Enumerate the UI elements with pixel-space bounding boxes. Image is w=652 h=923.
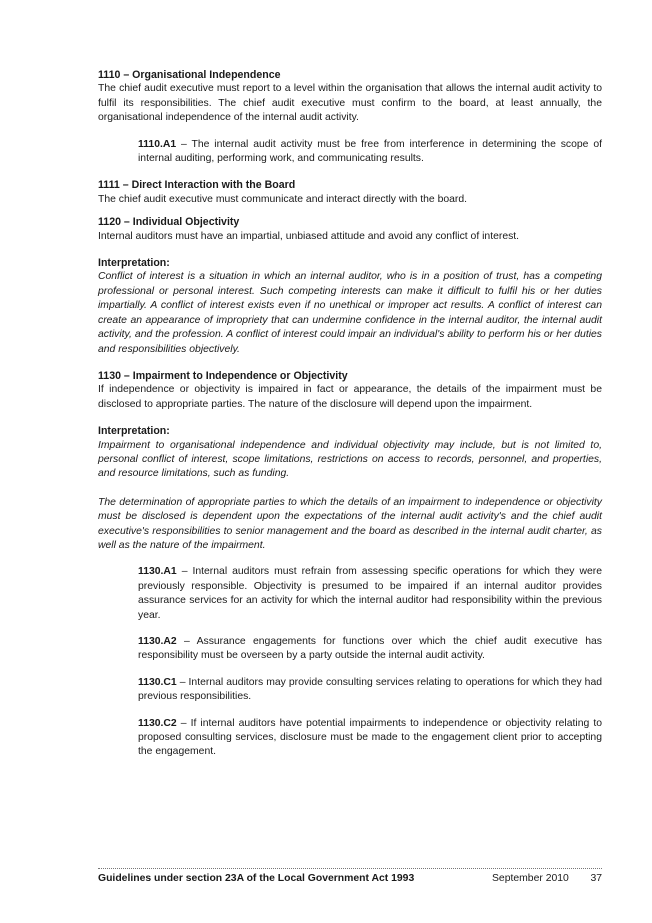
- interpretation-body-1: Impairment to organisational independence and individual objectivity may include, but is not limited to, personal conflict of interest, scope limitations, restrictions on access to records, personnel, and properties, and resource limitations, such as funding.: [98, 439, 602, 480]
- section-1120: [98, 215, 602, 244]
- standard-1130-c2-label: 1130.C2: [138, 717, 177, 729]
- standard-1110-a1-text: – The internal audit activity must be free from interference in determining the scope of internal auditing, performing work, and communicating results.: [138, 138, 602, 165]
- standard-1130-c1-label: 1130.C1: [138, 676, 177, 688]
- standard-1130-a2-label: 1130.A2: [138, 636, 177, 647]
- section-1111: [98, 178, 602, 207]
- section-1130: [98, 369, 602, 412]
- standard-1130-a1-label: 1130.A1: [138, 566, 177, 578]
- page-footer: [98, 868, 602, 884]
- section-1120-body: Internal auditors must have an impartial, unbiased attitude and avoid any conflict of interest.: [98, 230, 520, 242]
- standard-1110-a1-label: 1110.A1: [138, 138, 177, 150]
- standard-1130-c2-text: – If internal auditors have potential impairments to independence or objectivity relating to proposed consulting services, disclosure must be made to the engagement client prior to accepting the engagement.: [138, 717, 602, 758]
- section-1111-heading: 1111 – Direct Interaction with the Board: [98, 179, 296, 192]
- standard-1130-a1-text: – Internal auditors must refrain from assessing specific operations for which they were previously responsible. Objectivity is presumed to be impaired if an internal auditor provides assurance services for an activity for which the internal auditor had responsibility within the previous year.: [138, 566, 602, 621]
- interpretation-body: Conflict of interest is a situation in which an internal auditor, who is in a position of trust, has a competing professional or personal interest. Such competing interests can make it difficult to fulfil his or her duties impartially. A conflict of interest exists even if no unethical or improper act results. A conflict of interest can create an appearance of impropriety that can undermine confidence in the internal auditor, the internal audit activity, and the profession. A conflict of interest could impair an individual's ability to perform his or her duties and responsibilities objectively.: [98, 271, 602, 355]
- section-1130-body: If independence or objectivity is impaired in fact or appearance, the details of the impairment must be disclosed to appropriate parties. The nature of the disclosure will depend upon the impairment.: [98, 384, 602, 410]
- standard-1130-a2-text: – Assurance engagements for functions over which the chief audit executive has responsibility must be overseen by a party outside the internal audit activity.: [138, 636, 602, 662]
- standard-1110-a1: [138, 138, 602, 167]
- section-1110-body: The chief audit executive must report to a level within the organisation that allows the internal audit activity to fulfil its responsibilities. The chief audit executive must confirm to the board, at least annually, the organisational independence of the internal audit activity.: [98, 83, 602, 124]
- interpretation-body-2: The determination of appropriate parties to which the details of an impairment to independence or objectivity must be disclosed is dependent upon the expectations of the internal audit activity's and the chief audit executive's responsibilities to senior management and the board as described in the internal audit charter, as well as the nature of the impairment.: [98, 496, 602, 551]
- standard-1130-c1-text: – Internal auditors may provide consulting services relating to operations for which they had previous responsibilities.: [138, 676, 602, 703]
- footer-title: Guidelines under section 23A of the Local Government Act 1993: [98, 873, 415, 884]
- document-page: [98, 68, 602, 760]
- section-1110: [98, 68, 602, 126]
- interpretation-heading: Interpretation:: [98, 425, 170, 438]
- standard-1130-a2: [138, 635, 602, 664]
- standard-1130-a1: [138, 565, 602, 623]
- section-1130-interpretation: [98, 424, 602, 553]
- section-1130-heading: 1130 – Impairment to Independence or Objectivity: [98, 369, 348, 382]
- section-1110-heading: 1110 – Organisational Independence: [98, 69, 281, 81]
- section-1120-heading: 1120 – Individual Objectivity: [98, 216, 240, 229]
- standard-1130-c1: [138, 676, 602, 705]
- section-1111-body: The chief audit executive must communicate and interact directly with the board.: [98, 193, 468, 205]
- section-1120-interpretation: [98, 256, 602, 357]
- interpretation-heading: Interpretation:: [98, 257, 170, 270]
- footer-date: September 2010: [492, 873, 569, 884]
- page-number: 37: [590, 873, 602, 884]
- standard-1130-c2: [138, 717, 602, 760]
